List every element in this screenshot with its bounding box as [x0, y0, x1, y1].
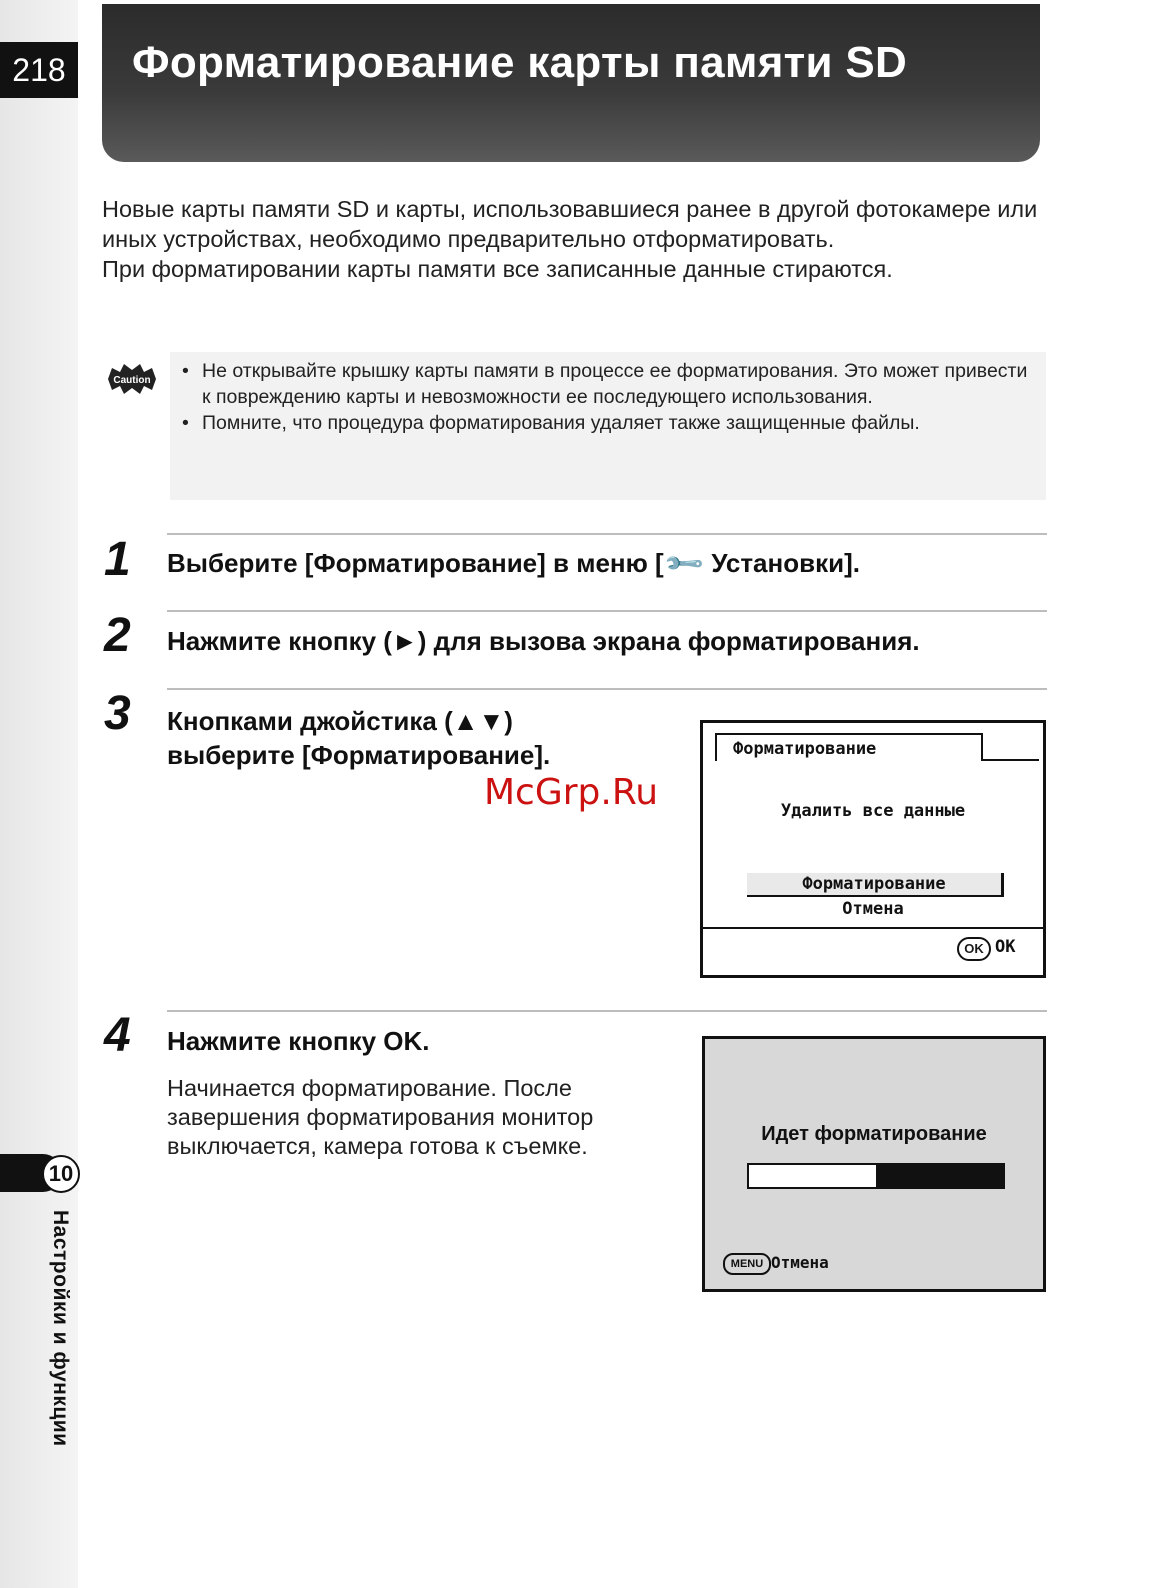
step-title — [167, 541, 860, 586]
caution-icon-label: Caution — [113, 375, 151, 386]
step-number: 3 — [104, 687, 131, 740]
caution-list — [180, 358, 1040, 436]
step-title-part: Установки]. — [704, 548, 860, 578]
step-divider — [167, 688, 1047, 690]
step-number: 1 — [104, 533, 131, 586]
step-divider — [167, 533, 1047, 535]
camera-screen-format-menu — [700, 720, 1046, 978]
watermark: McGrp.Ru — [484, 772, 659, 813]
option-format-selected[interactable]: Форматирование — [747, 873, 1004, 897]
step-title-line: Кнопками джойстика (▲▼) — [167, 706, 513, 736]
intro-paragraph-2: При форматировании карты памяти все записанные данные стираются. — [102, 256, 893, 282]
menu-tab-line — [983, 759, 1039, 761]
step-title: Нажмите кнопку (►) для вызова экрана форматирования. — [167, 626, 920, 656]
progress-fill — [749, 1165, 876, 1187]
step-number: 2 — [104, 609, 131, 662]
intro-text — [102, 194, 1052, 284]
cancel-label: Отмена — [771, 1253, 829, 1272]
chapter-number: 10 — [42, 1155, 80, 1193]
step-number: 4 — [104, 1009, 131, 1062]
menu-tab-label: Форматирование — [733, 739, 877, 759]
page-title: Форматирование карты памяти SD — [132, 38, 908, 87]
caution-item: • Не открывайте крышку карты памяти в процессе ее форматирования. Это может привести к повреждению карты и невозможности ее последующего использования. — [180, 358, 1040, 410]
menu-button-icon: MENU — [723, 1253, 771, 1275]
option-cancel[interactable]: Отмена — [842, 899, 904, 919]
intro-paragraph-1: Новые карты памяти SD и карты, использовавшиеся ранее в другой фотокамере или иных устройствах, необходимо предварительно отформатировать. — [102, 196, 1038, 252]
step-divider — [167, 610, 1047, 612]
progress-bar — [747, 1163, 1005, 1189]
step-title-part: Выберите [Форматирование] в меню [ — [167, 548, 664, 578]
chapter-label: Настройки и функции — [49, 1210, 72, 1447]
camera-screen-formatting-progress — [702, 1036, 1046, 1292]
step-title — [167, 704, 550, 772]
ok-button-icon: OK — [957, 937, 991, 961]
step-divider — [167, 1010, 1047, 1012]
page-number: 218 — [0, 42, 78, 98]
caution-icon — [104, 362, 160, 396]
step-title: Нажмите кнопку OK. — [167, 1026, 430, 1056]
progress-message: Идет форматирование — [761, 1123, 987, 1145]
ok-label: OK — [995, 937, 1016, 957]
caution-item: • Помните, что процедура форматирования удаляет также защищенные файлы. — [180, 410, 1040, 436]
screen-footer-divider — [703, 927, 1043, 929]
wrench-icon: 🔧 — [661, 541, 706, 586]
step-description: Начинается форматирование. После завершения форматирования монитор выключается, камера готова к съемке. — [167, 1075, 594, 1159]
step-title-line: выберите [Форматирование]. — [167, 740, 551, 770]
screen-message: Удалить все данные — [780, 801, 966, 821]
